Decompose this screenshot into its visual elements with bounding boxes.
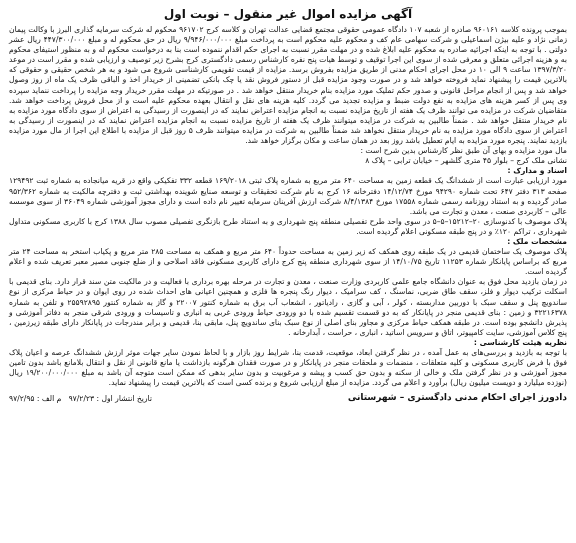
property-specs-heading: مشخصات ملک : <box>507 236 567 246</box>
first-publish-date: تاریخ انتشار اول : ۹۷/۲/۲۳ <box>68 394 152 404</box>
property-specs-paragraph: پلاک موصوف یک ساختمان قدیمی در یک طبقه روی همکف که زیر زمین به مساحت حدوداً ۶۴۰ متر مربع و همکف به مساحت ۲۸۵ متر مربع و پکیاب استخر به مساحت ۲۴ متر مربع که براساس پایانکار شماره ۱۱۲۵۳ تاریخ ۱۴/۱۰/۷۵ از سوی شهرداری منطقه پنج کرج دارای کاربری مسکونی فاقد اصلاحی و از ضلع جنوبی مصیر معبر تعریف شده و اعلام گردیده است. <box>9 247 568 277</box>
expert-opinion-paragraph: با توجه به بازدید و بررسی‌های به عمل آمده ، در نظر گرفتن ابعاد، موقعیت، قدمت بنا، شرایط روز بازار و با لحاظ نمودن سایر جهات موثر ارزش ششدانگ عرصه و اعیان پلاک فوق با فرض کاربری مسکونی و کلیه متعلقات ، منضمات و ملحقات منجر در پایانکار و در صورت فقدان هرگونه بازداشت یا مانع قانونی از نقل و انتقال بلامانع باشد بدون تامین مجوز آموزشی و در نظر گرفتن ملک و خالی از سکنه و بدون حق کسب و پیشه و مرغوبیت و بدون سایر بدهی که ممکن است متوجه آن باشد به مبلغ ۱۹/۲۰۰/۰۰۰/۰۰۰ ریال (نوزده میلیارد و دویست میلیون ریال) برآورد و اعلام می گردد. مزایده از مبلغ ارزیابی شروع و برنده کسی است که بالاترین قیمت را پیشنهاد نماید. <box>9 348 567 388</box>
property-value-intro: مال مورد مزایده و بهای آن طبق نظر کارشناس بدین شرح است : <box>360 146 567 156</box>
expert-opinion-heading: نظریه هیئت کارشناسی : <box>473 337 567 347</box>
notice-title: آگهی مزایده اموال غیر منقول – نوبت اول <box>163 7 413 21</box>
documents-paragraph: مورد ارزیابی عبارت است از ششدانگ یک قطعه زمین به مساحت ۶۴۰ متر مربع به شماره پلاک ثبتی ۱۶۹/۲۰۱۸ قطعه ۳۳۲ تفکیکی واقع در قریه میانجاده به شماره ثبت ۱۲۹۴۹۲ صفحه ۳۱۳ دفتر ۶۴۷ تحت شماره ۹۴۲۹۰ مورخ ۱۴/۱۲/۷۴ دفترخانه ۱۶ کرج به نام شرکت تحقیقات و توسعه صنایع شوینده بهداشتی ثبت و دفترچه مالکیت به شماره ۹۵۲/۳۶۲ صادر گردیده و به استناد روزنامه رسمی شماره ۱۷۵۵۸ مورخ ۸/۴/۱۳۸۴ شرکت ارزش آفرینان سرمایه تغییر نام داده است و دارای مجوز آموزشی شماره ۳۶۰۴۹ از سوی موسسه عالی – کاربردی صنعت ، معدن و تجارت می باشد. <box>9 176 568 216</box>
notice-footer <box>9 392 567 404</box>
documents-heading: اسناد و مدارک : <box>507 166 567 176</box>
signature: دادورز اجرای احکام مدنی دادگستری – شهرستانی <box>347 393 567 404</box>
property-address: نشانی ملک کرج – بلوار ۴۵ متری گلشهر – خیابان ترابی – پلاک ۸ <box>365 156 567 166</box>
notice-intro-paragraph: بموجب پرونده کلاسه ۹۶۰۱۶۱ صادره از شعبه ۱۰۷ دادگاه عمومی حقوقی مجتمع قضایی عدالت تهران و کلاسه کرج ۹۶۱۷۰۲ محکوم له شرکت سرمایه گذاری البرز با وکالت پیمان زمانی نژاد و علیه بیژن اسماعیلی و شرکت سهامی عام کف و محکوم علیه محکوم است به پرداخت مبلغ ۹/۹۴۶/۰۰۰/۰۰۰ ریال در حق محکوم له و مبلغ ۴۴۷/۳۰۰/۰۰۰ ریال عشر دولتی . با توجه به اینکه اجرائیه صادره به محکوم علیه ابلاغ شده و در مهلت مقرر نسبت به اجرای حکم اقدام ننموده است بنا به درخواست محکوم له و به منظور استیفای محکوم به و هزینه اجرائی متعلق و معرفی شده از سوی این اجرا توقیف و توسط هیات پنج نفره کارشناس رسمی دادگستری کرج بشرح زیر توصیف و ارزیابی شده و مقرر است در موعد ۱۳۹۷/۳/۲۰ ساعت ۹ الی ۱۰ در محل اجرای احکام مدنی از طریق مزایده بفروش برسد. مزایده از قیمت تقویمی کارشناسی شروع می شود و به هر شخص حقیقی و حقوقی که بالاترین قیمت را پیشنهاد نماید فروخته خواهد شد و در صورت وجود مزایده قبل از دستور فروش نقد یا چک بانکی تضمینی از خریدار اخذ و الباقی ظرف یک ماه از روز وصول خواهد شد و پس از انجام مراحل قانونی و صدور حکم تملیک مورد مزایده بنام خریدار منتقل خواهد شد . در صورتیکه در مهلت مقرر خریدار وجه مزایده را پرداخت ننماید سپرده وی پس از کسر هزینه های مزایده به نفع دولت ضبط و مزایده تجدید می گردد. کلیه هزینه های نقل و انتقال بعهده محکوم علیه است و از محل فروش پرداخت خواهد شد. متقاضیان شرکت در مزایده می توانند ظرف یک هفته از تاریخ مزایده نسبت به انجام مزایده اعتراض نمایند که در اینصورت از رسیدگی به اعتراض از سوی دادگاه مورد مزایده به نام خریدار منتقل خواهد شد . ضمناً طالبین به شرکت در مزایده میتوانند ظرف یک هفته از تاریخ مزایده نسبت به انجام مزایده اعتراض نمایند که در اینصورت از رسیدگی به اعتراض از سوی دادگاه مورد مزایده به نام خریدار منتقل نخواهد شد ضمناً طالبین به شرکت در مزایده میتوانند ظرف ۵ روز قبل از مزایده با اطلاع این اجرا از مال مورد مزایده بازدید نمایند. پنجره مورد مزایده به ایام تعطیل باشد روز بعد در همان ساعت و مکان برگزار خواهد شد. <box>9 25 567 146</box>
zoning-paragraph: پلاک موصوف با کدنوسازی ۲۰–۱۵۲۱۲–۵–۵ در سوی واحد طرح تفصیلی منطقه پنج شهرداری و به استناد طرح بازنگری تفصیلی مصوب سال ۱۳۸۸ کرج با کاربری مسکونی متداول شهرداری ، تراکم ۱۲۰٪ و در پنج طبقه مسکونی اعلام گردیده است. <box>9 216 567 236</box>
reference-number: م الف : ۹۷/۲/۹۵ <box>9 394 62 404</box>
visit-paragraph: در زمان بازدید محل فوق به عنوان دانشگاه جامع علمی کاربردی وزارت صنعت ، معدن و تجارت در مرحله بهره برداری با فعالیت و در مالکیت متن سند قرار دارد. بنای قدیمی با اسکلت ترکیب دیوار و فلز، سقف طاق ضربی، نماسنگ ، کف سرامیک ، دیوار رنگ پنجره ها فلزی و همچنین اعیانی های احداث شده در روی ایوان و در حیاط مرکزی از نوع ساندویچ پنل و سقف سبک با دوربین مداربسته ، کولر ، آبی و گازی ، رادیاتور ، انشعاب آب برق به شماره کنتور ۲۲۰۰۷ و گاز به شماره کنتور ۲۵۵۹۲۸۹۵ و تلفن به شماره ۳۲۲۱۶۳۷۸ و زمین : بنای قدیمی منجر در پایانکار که به دو قسمت تقسیم شده با دو ورودی حیاط ورودی غربی به انباری و تاسیسات و ورودی شرقی منجر به دفاتر آموزشی و پذیرش دانشجو بوده است. در طبقه همکف حیاط مرکزی و مجاور بنای اصلی از نوع سبک بنای ساندویچ پنل، مابقی بنا، قدیمی و برابر مندرجات در پایانکار دارای طبقه زیرزمین ، پنج کلاس آموزشی، سایت کامپیوتر، اتاق و سرویس اساتید ، انباری ، حراست ، آبدارخانه . <box>9 277 567 337</box>
publish-date <box>9 394 152 404</box>
